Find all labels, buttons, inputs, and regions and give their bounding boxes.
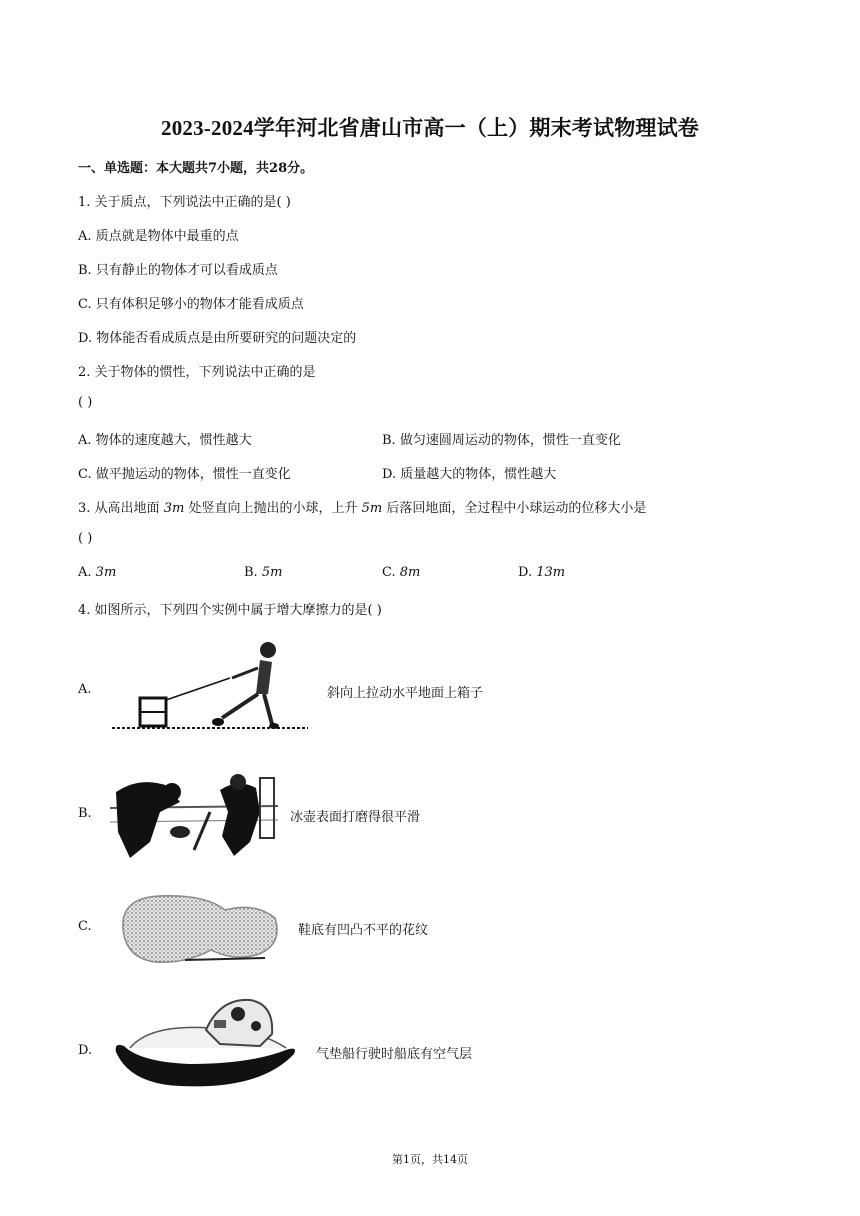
q3-option-a-value: 3m: [95, 565, 117, 580]
q3-option-d: [518, 565, 565, 580]
q2-option-b: B. 做匀速圆周运动的物体，惯性一直变化: [382, 433, 621, 448]
q2-option-c: C. 做平抛运动的物体，惯性一直变化: [78, 467, 291, 482]
hovercraft-illustration: [110, 994, 306, 1094]
q1-option-b: B. 只有静止的物体才可以看成质点: [78, 263, 278, 278]
q2-option-d: D. 质量越大的物体，惯性越大: [382, 467, 557, 482]
q4-option-b-text: 冰壶表面打磨得很平滑: [290, 810, 421, 825]
pull-box-illustration: [110, 636, 310, 736]
q1-option-d: D. 物体能否看成质点是由所要研究的问题决定的: [78, 331, 357, 346]
q3-rise-value: 5m: [361, 501, 383, 516]
q4-option-c-text: 鞋底有凹凸不平的花纹: [298, 923, 429, 938]
shoe-sole-illustration: [115, 888, 283, 970]
q4-option-b-letter: B.: [78, 806, 92, 821]
q3-option-d-letter: D.: [518, 565, 533, 580]
q3-option-c-letter: C.: [382, 565, 396, 580]
q3-stem: [78, 497, 646, 516]
q3-option-c: [382, 565, 420, 580]
q4-option-d-letter: D.: [78, 1043, 93, 1058]
section-heading: 一、单选题：本大题共7小题，共28分。: [78, 161, 314, 176]
page-title: 2023-2024学年河北省唐山市高一（上）期末考试物理试卷: [161, 116, 699, 140]
q3-paren: ( ): [78, 531, 93, 546]
q2-paren: ( ): [78, 395, 93, 410]
q3-stem-part-a: 3. 从高出地面: [78, 501, 160, 516]
q3-stem-part-b: 处竖直向上抛出的小球，上升: [188, 501, 358, 516]
q1-option-a: A. 质点就是物体中最重的点: [78, 229, 239, 244]
q4-option-d-text: 气垫船行驶时船底有空气层: [316, 1047, 473, 1062]
q4-option-a-letter: A.: [78, 682, 92, 697]
q4-option-a-text: 斜向上拉动水平地面上箱子: [327, 686, 484, 701]
q3-option-a: [78, 565, 116, 580]
q1-stem: 1. 关于质点，下列说法中正确的是( ): [78, 195, 291, 210]
q3-height-value: 3m: [163, 501, 185, 516]
q4-option-c-letter: C.: [78, 919, 92, 934]
q3-option-a-letter: A.: [78, 565, 92, 580]
q1-option-c: C. 只有体积足够小的物体才能看成质点: [78, 297, 304, 312]
curling-illustration: [110, 772, 278, 862]
q3-option-b-letter: B.: [244, 565, 258, 580]
q3-option-b-value: 5m: [261, 565, 283, 580]
q2-option-a: A. 物体的速度越大，惯性越大: [78, 433, 252, 448]
q3-stem-part-c: 后落回地面，全过程中小球运动的位移大小是: [386, 501, 647, 516]
q4-stem: 4. 如图所示，下列四个实例中属于增大摩擦力的是( ): [78, 603, 382, 618]
page-footer: 第1页，共14页: [392, 1153, 468, 1166]
q3-option-b: [244, 565, 282, 580]
q2-stem: 2. 关于物体的惯性，下列说法中正确的是: [78, 365, 316, 380]
q3-option-d-value: 13m: [536, 565, 566, 580]
q3-option-c-value: 8m: [399, 565, 421, 580]
